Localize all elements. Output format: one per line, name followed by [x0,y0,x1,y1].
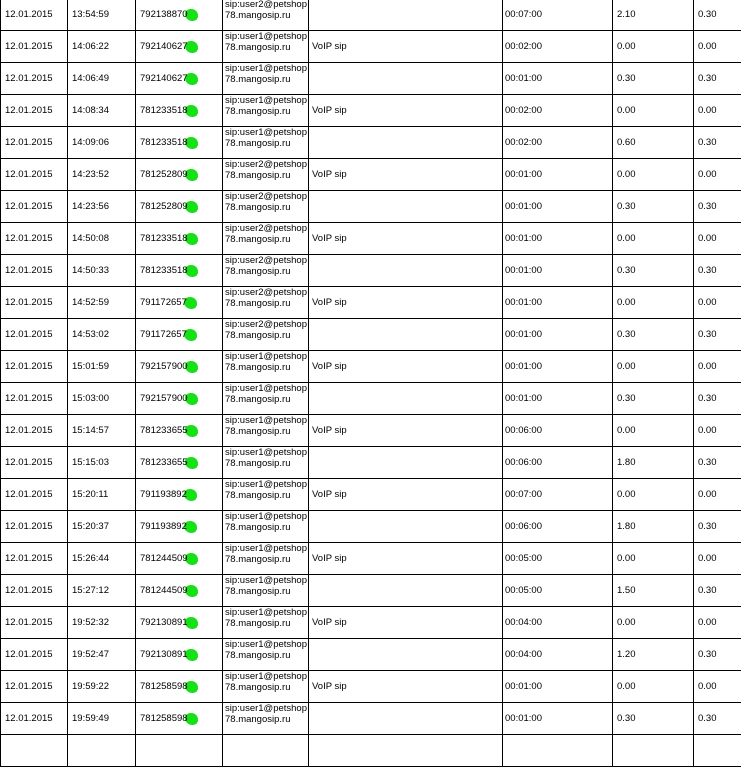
call-type: VoIP sip [309,543,503,575]
call-date: 12.01.2015 [1,543,68,575]
sip-address-line-2: 78.mangosip.ru [225,298,308,309]
call-date: 12.01.2015 [1,159,68,191]
sip-address [223,319,309,351]
sip-address-line-2: 78.mangosip.ru [225,138,308,149]
table-row [1,31,741,63]
call-cost: 2.10 [613,0,694,31]
call-cost: 0.00 [613,543,694,575]
call-time: 14:08:34 [68,95,136,127]
call-duration: 00:02:00 [503,127,613,159]
phone-number [136,63,223,95]
call-type [309,383,503,415]
call-duration: 00:01:00 [503,63,613,95]
sip-address [223,607,309,639]
sip-address-line-2: 78.mangosip.ru [225,42,308,53]
phone-number-text: 791193892 [140,489,187,500]
sip-address-line-1: sip:user1@petshop [225,383,308,394]
phone-number-text: 792130891 [140,649,188,660]
call-duration: 00:06:00 [503,447,613,479]
call-duration: 00:01:00 [503,159,613,191]
call-date: 12.01.2015 [1,671,68,703]
call-time: 15:20:37 [68,511,136,543]
sip-address-line-1: sip:user1@petshop [225,543,308,554]
table-row [1,575,741,607]
sip-address-line-2: 78.mangosip.ru [225,74,308,85]
sip-address-line-2: 78.mangosip.ru [225,202,308,213]
phone-number [136,223,223,255]
sip-address-line-2: 78.mangosip.ru [225,10,308,21]
phone-number [136,671,223,703]
call-duration: 00:07:00 [503,479,613,511]
empty-cell [68,735,136,767]
sip-address-line-2: 78.mangosip.ru [225,234,308,245]
call-duration: 00:01:00 [503,351,613,383]
phone-number [136,575,223,607]
call-type: VoIP sip [309,31,503,63]
sip-address [223,447,309,479]
phone-number [136,703,223,735]
call-cost: 0.00 [613,479,694,511]
sip-address [223,191,309,223]
empty-cell [309,735,503,767]
phone-number [136,319,223,351]
sip-address-line-2: 78.mangosip.ru [225,554,308,565]
call-type: VoIP sip [309,479,503,511]
phone-number-text: 781252809 [140,201,188,212]
sip-address [223,287,309,319]
empty-cell [694,735,741,767]
call-cost: 0.30 [613,63,694,95]
sip-address-line-2: 78.mangosip.ru [225,650,308,661]
empty-cell [223,735,309,767]
call-duration: 00:02:00 [503,31,613,63]
call-date: 12.01.2015 [1,223,68,255]
call-rate: 0.00 [694,543,741,575]
table-row [1,255,741,287]
call-cost: 0.00 [613,159,694,191]
phone-number-text: 781233518 [140,137,188,148]
call-date: 12.01.2015 [1,479,68,511]
call-cost: 0.30 [613,319,694,351]
table-row [1,63,741,95]
call-time: 19:59:49 [68,703,136,735]
phone-number-text: 781233518 [140,105,188,116]
sip-address-line-1: sip:user1@petshop [225,63,308,74]
call-date: 12.01.2015 [1,575,68,607]
table-row-partial [1,735,741,767]
call-type [309,0,503,31]
sip-address [223,31,309,63]
call-time: 14:09:06 [68,127,136,159]
call-type: VoIP sip [309,159,503,191]
call-cost: 0.30 [613,191,694,223]
call-duration: 00:01:00 [503,255,613,287]
call-rate: 0.30 [694,575,741,607]
call-rate: 0.00 [694,223,741,255]
phone-number-text: 781258598 [140,713,188,724]
phone-number [136,255,223,287]
sip-address [223,511,309,543]
call-type [309,191,503,223]
sip-address-line-2: 78.mangosip.ru [225,522,308,533]
phone-number-text: 781244509 [140,553,188,564]
phone-number-text: 781233655 [140,425,188,436]
sip-address-line-1: sip:user1@petshop [225,415,308,426]
call-time: 15:03:00 [68,383,136,415]
phone-number-text: 791172657 [140,297,187,308]
call-duration: 00:05:00 [503,543,613,575]
sip-address-line-2: 78.mangosip.ru [225,362,308,373]
phone-number-text: 781233655 [140,457,188,468]
sip-address [223,575,309,607]
call-type [309,63,503,95]
sip-address-line-2: 78.mangosip.ru [225,682,308,693]
phone-number [136,127,223,159]
call-time: 14:50:33 [68,255,136,287]
call-date: 12.01.2015 [1,127,68,159]
sip-address-line-1: sip:user1@petshop [225,447,308,458]
call-time: 19:59:22 [68,671,136,703]
call-type [309,447,503,479]
table-row [1,447,741,479]
sip-address-line-1: sip:user1@petshop [225,607,308,618]
call-date: 12.01.2015 [1,287,68,319]
table-row [1,351,741,383]
call-type: VoIP sip [309,95,503,127]
call-date: 12.01.2015 [1,319,68,351]
call-cost: 0.00 [613,351,694,383]
phone-number [136,447,223,479]
table-row [1,127,741,159]
sip-address-line-1: sip:user2@petshop [225,223,308,234]
call-date: 12.01.2015 [1,511,68,543]
table-row [1,287,741,319]
sip-address-line-1: sip:user1@petshop [225,127,308,138]
call-time: 14:53:02 [68,319,136,351]
call-rate: 0.30 [694,447,741,479]
call-rate: 0.30 [694,63,741,95]
call-duration: 00:06:00 [503,511,613,543]
sip-address [223,543,309,575]
phone-number-text: 781233518 [140,265,188,276]
call-duration: 00:06:00 [503,415,613,447]
phone-number [136,607,223,639]
table-row [1,703,741,735]
sip-address-line-2: 78.mangosip.ru [225,714,308,725]
sip-address-line-2: 78.mangosip.ru [225,490,308,501]
call-duration: 00:01:00 [503,191,613,223]
call-cost: 0.00 [613,223,694,255]
phone-number-text: 781233518 [140,233,188,244]
call-cost: 0.00 [613,607,694,639]
call-cost: 1.80 [613,511,694,543]
table-row [1,191,741,223]
sip-address [223,351,309,383]
sip-address [223,255,309,287]
call-date: 12.01.2015 [1,607,68,639]
table-row [1,159,741,191]
sip-address [223,223,309,255]
sip-address [223,639,309,671]
sip-address-line-1: sip:user2@petshop [225,287,308,298]
phone-number-text: 781252809 [140,169,188,180]
call-rate: 0.30 [694,703,741,735]
call-type [309,575,503,607]
call-rate: 0.30 [694,383,741,415]
sip-address-line-2: 78.mangosip.ru [225,618,308,629]
call-duration: 00:01:00 [503,223,613,255]
sip-address-line-1: sip:user1@petshop [225,351,308,362]
call-date: 12.01.2015 [1,95,68,127]
sip-address-line-1: sip:user1@petshop [225,671,308,682]
table-row [1,639,741,671]
call-log-rows [1,0,741,767]
empty-cell [613,735,694,767]
phone-number-text: 791193892 [140,521,187,532]
sip-address [223,63,309,95]
phone-number [136,95,223,127]
sip-address-line-1: sip:user1@petshop [225,95,308,106]
phone-number [136,511,223,543]
call-cost: 1.50 [613,575,694,607]
call-rate: 0.00 [694,95,741,127]
call-rate: 0.00 [694,287,741,319]
call-date: 12.01.2015 [1,415,68,447]
table-row [1,543,741,575]
call-type: VoIP sip [309,287,503,319]
call-rate: 0.30 [694,639,741,671]
call-time: 14:06:49 [68,63,136,95]
call-cost: 0.30 [613,703,694,735]
call-rate: 0.30 [694,255,741,287]
table-row [1,607,741,639]
call-type: VoIP sip [309,351,503,383]
sip-address [223,383,309,415]
phone-number [136,415,223,447]
call-rate: 0.00 [694,671,741,703]
call-time: 15:01:59 [68,351,136,383]
sip-address [223,703,309,735]
call-cost: 0.60 [613,127,694,159]
table-row [1,671,741,703]
call-date: 12.01.2015 [1,31,68,63]
call-type [309,319,503,351]
call-type: VoIP sip [309,607,503,639]
call-time: 15:14:57 [68,415,136,447]
phone-number-text: 792140627 [140,73,188,84]
call-rate: 0.00 [694,31,741,63]
sip-address-line-2: 78.mangosip.ru [225,458,308,469]
sip-address-line-2: 78.mangosip.ru [225,106,308,117]
call-time: 15:26:44 [68,543,136,575]
empty-cell [1,735,68,767]
call-date: 12.01.2015 [1,255,68,287]
call-rate: 0.30 [694,191,741,223]
table-row [1,383,741,415]
call-rate: 0.00 [694,479,741,511]
sip-address-line-2: 78.mangosip.ru [225,330,308,341]
call-cost: 0.00 [613,287,694,319]
phone-number-text: 791172657 [140,329,187,340]
table-row [1,479,741,511]
call-duration: 00:01:00 [503,703,613,735]
call-rate: 0.30 [694,0,741,31]
empty-cell [136,735,223,767]
sip-address [223,159,309,191]
sip-address-line-1: sip:user2@petshop [225,159,308,170]
call-date: 12.01.2015 [1,63,68,95]
call-duration: 00:01:00 [503,671,613,703]
phone-number [136,543,223,575]
call-duration: 00:02:00 [503,95,613,127]
sip-address-line-1: sip:user1@petshop [225,703,308,714]
sip-address-line-2: 78.mangosip.ru [225,266,308,277]
table-row [1,223,741,255]
sip-address-line-1: sip:user2@petshop [225,191,308,202]
sip-address-line-1: sip:user1@petshop [225,639,308,650]
sip-address-line-1: sip:user2@petshop [225,255,308,266]
phone-number [136,639,223,671]
sip-address [223,0,309,31]
phone-number [136,0,223,31]
call-date: 12.01.2015 [1,191,68,223]
call-time: 15:27:12 [68,575,136,607]
call-cost: 0.00 [613,95,694,127]
call-cost: 0.00 [613,415,694,447]
sip-address-line-2: 78.mangosip.ru [225,170,308,181]
call-cost: 0.30 [613,383,694,415]
sip-address [223,415,309,447]
call-type: VoIP sip [309,223,503,255]
table-row [1,511,741,543]
phone-number [136,287,223,319]
call-time: 15:20:11 [68,479,136,511]
sip-address [223,127,309,159]
sip-address-line-1: sip:user1@petshop [225,479,308,490]
phone-number [136,479,223,511]
call-time: 13:54:59 [68,0,136,31]
call-rate: 0.00 [694,607,741,639]
call-rate: 0.00 [694,415,741,447]
call-cost: 0.00 [613,31,694,63]
call-date: 12.01.2015 [1,703,68,735]
call-time: 19:52:32 [68,607,136,639]
call-duration: 00:07:00 [503,0,613,31]
sip-address-line-2: 78.mangosip.ru [225,394,308,405]
call-duration: 00:01:00 [503,383,613,415]
call-duration: 00:01:00 [503,287,613,319]
call-type [309,255,503,287]
empty-cell [503,735,613,767]
call-type [309,639,503,671]
sip-address-line-1: sip:user1@petshop [225,575,308,586]
sip-address [223,95,309,127]
call-time: 14:23:52 [68,159,136,191]
phone-number-text: 781244509 [140,585,188,596]
call-date: 12.01.2015 [1,447,68,479]
call-type [309,127,503,159]
phone-number [136,159,223,191]
phone-number [136,191,223,223]
call-cost: 0.30 [613,255,694,287]
call-duration: 00:04:00 [503,607,613,639]
call-duration: 00:01:00 [503,319,613,351]
call-time: 14:23:56 [68,191,136,223]
call-type: VoIP sip [309,671,503,703]
call-rate: 0.00 [694,351,741,383]
call-rate: 0.30 [694,319,741,351]
call-cost: 0.00 [613,671,694,703]
phone-number-text: 792138870 [140,9,188,20]
sip-address-line-1: sip:user1@petshop [225,31,308,42]
call-cost: 1.20 [613,639,694,671]
call-time: 14:50:08 [68,223,136,255]
phone-number [136,351,223,383]
table-row [1,95,741,127]
call-type: VoIP sip [309,415,503,447]
call-date: 12.01.2015 [1,383,68,415]
phone-number [136,383,223,415]
sip-address [223,479,309,511]
call-rate: 0.30 [694,127,741,159]
phone-number [136,31,223,63]
table-row [1,319,741,351]
call-date: 12.01.2015 [1,0,68,31]
call-rate: 0.00 [694,159,741,191]
table-row [1,0,741,31]
sip-address-line-1: sip:user2@petshop [225,319,308,330]
call-type [309,511,503,543]
sip-address-line-2: 78.mangosip.ru [225,426,308,437]
phone-number-text: 792140627 [140,41,188,52]
sip-address-line-1: sip:user1@petshop [225,511,308,522]
call-type [309,703,503,735]
call-date: 12.01.2015 [1,351,68,383]
call-date: 12.01.2015 [1,639,68,671]
call-time: 14:52:59 [68,287,136,319]
call-duration: 00:05:00 [503,575,613,607]
sip-address [223,671,309,703]
sip-address-line-2: 78.mangosip.ru [225,586,308,597]
phone-number-text: 781258598 [140,681,188,692]
phone-number-text: 792157900 [140,361,188,372]
call-duration: 00:04:00 [503,639,613,671]
sip-address-line-1: sip:user2@petshop [225,0,308,10]
table-row [1,415,741,447]
call-rate: 0.30 [694,511,741,543]
phone-number-text: 792157900 [140,393,188,404]
call-time: 19:52:47 [68,639,136,671]
call-time: 15:15:03 [68,447,136,479]
phone-number-text: 792130891 [140,617,188,628]
call-cost: 1.80 [613,447,694,479]
call-time: 14:06:22 [68,31,136,63]
